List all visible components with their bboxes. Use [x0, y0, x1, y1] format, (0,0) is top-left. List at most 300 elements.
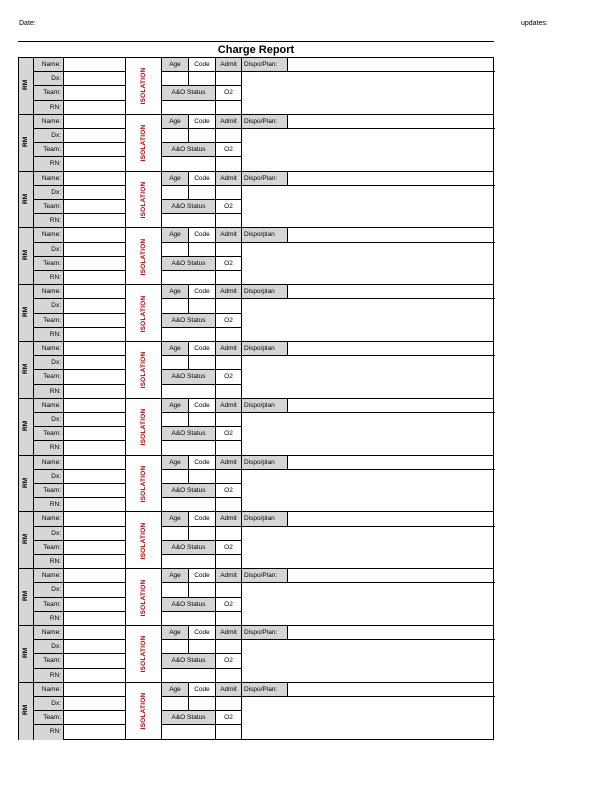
- dispo-plan-field[interactable]: [288, 172, 495, 186]
- rn-label: RN:: [34, 214, 64, 228]
- age-label: Age: [162, 285, 189, 299]
- admit-field[interactable]: [216, 413, 242, 427]
- o2-label: O2: [216, 257, 242, 271]
- rm-column: [19, 512, 34, 569]
- ao-status-field[interactable]: [162, 669, 216, 683]
- dispo-plan-label: Dispo/plan: [242, 228, 288, 242]
- admit-label: Admit: [216, 456, 242, 470]
- isolation-label: ISOLATION: [139, 181, 147, 219]
- patient-block: [18, 568, 494, 626]
- code-field[interactable]: [189, 640, 216, 654]
- age-label: Age: [162, 342, 189, 356]
- patient-block: [18, 455, 494, 513]
- o2-label: O2: [216, 314, 242, 328]
- plan-notes-area[interactable]: [242, 243, 495, 286]
- dispo-plan-field[interactable]: [288, 399, 495, 413]
- admit-field[interactable]: [216, 243, 242, 257]
- o2-label: O2: [216, 711, 242, 725]
- dispo-plan-field[interactable]: [288, 342, 495, 356]
- rn-field[interactable]: [64, 101, 126, 115]
- isolation-label: ISOLATION: [139, 692, 147, 730]
- age-field[interactable]: [162, 527, 189, 541]
- team-field[interactable]: [64, 541, 126, 555]
- o2-label: O2: [216, 370, 242, 384]
- code-label: Code: [189, 285, 216, 299]
- isolation-label: ISOLATION: [139, 68, 147, 105]
- isolation-column[interactable]: [126, 285, 162, 342]
- team-field[interactable]: [64, 86, 126, 100]
- rn-label: RN:: [34, 271, 64, 285]
- name-field[interactable]: [64, 456, 126, 470]
- age-field[interactable]: [162, 72, 189, 86]
- admit-label: Admit: [216, 626, 242, 640]
- team-field[interactable]: [64, 484, 126, 498]
- team-label: Team:: [34, 541, 64, 555]
- ao-status-label: A&O Status: [162, 484, 216, 498]
- name-label: Name:: [34, 342, 64, 356]
- o2-field[interactable]: [216, 157, 242, 171]
- patient-block: [18, 682, 494, 740]
- ao-status-field[interactable]: [162, 214, 216, 228]
- dispo-plan-field[interactable]: [288, 569, 495, 583]
- ao-status-label: A&O Status: [162, 200, 216, 214]
- admit-label: Admit: [216, 172, 242, 186]
- ao-status-label: A&O Status: [162, 143, 216, 157]
- o2-label: O2: [216, 654, 242, 668]
- name-field[interactable]: [64, 172, 126, 186]
- age-field[interactable]: [162, 243, 189, 257]
- age-label: Age: [162, 115, 189, 129]
- dispo-plan-field[interactable]: [288, 58, 495, 72]
- admit-field[interactable]: [216, 186, 242, 200]
- isolation-column[interactable]: [126, 626, 162, 683]
- dx-field[interactable]: [64, 527, 126, 541]
- rn-field[interactable]: [64, 725, 126, 739]
- isolation-column[interactable]: [126, 512, 162, 569]
- o2-label: O2: [216, 484, 242, 498]
- team-field[interactable]: [64, 257, 126, 271]
- o2-field[interactable]: [216, 669, 242, 683]
- admit-field[interactable]: [216, 583, 242, 597]
- isolation-label: ISOLATION: [139, 522, 147, 560]
- age-field[interactable]: [162, 583, 189, 597]
- rm-label: RM: [22, 250, 30, 261]
- rm-label: RM: [22, 307, 30, 318]
- dispo-plan-label: Dispo/Plan:: [242, 626, 288, 640]
- isolation-column[interactable]: [126, 399, 162, 456]
- dx-label: Dx:: [34, 243, 64, 257]
- dx-field[interactable]: [64, 243, 126, 257]
- rm-label: RM: [22, 79, 30, 90]
- isolation-label: ISOLATION: [139, 579, 147, 616]
- dx-field[interactable]: [64, 470, 126, 484]
- dx-field[interactable]: [64, 640, 126, 654]
- rm-label: RM: [22, 363, 30, 374]
- team-label: Team:: [34, 711, 64, 725]
- rm-column: [19, 399, 34, 456]
- name-field[interactable]: [64, 399, 126, 413]
- admit-field[interactable]: [216, 299, 242, 313]
- age-field[interactable]: [162, 470, 189, 484]
- patient-block: [18, 171, 494, 229]
- o2-label: O2: [216, 200, 242, 214]
- o2-field[interactable]: [216, 328, 242, 342]
- ao-status-label: A&O Status: [162, 370, 216, 384]
- patient-block: [18, 57, 494, 115]
- isolation-column[interactable]: [126, 115, 162, 172]
- dispo-plan-label: Dispo/Plan:: [242, 58, 288, 72]
- rm-column: [19, 228, 34, 285]
- code-field[interactable]: [189, 72, 216, 86]
- plan-notes-area[interactable]: [242, 356, 495, 399]
- dispo-plan-field[interactable]: [288, 456, 495, 470]
- rm-column: [19, 285, 34, 342]
- dispo-plan-label: Dispo/Plan:: [242, 172, 288, 186]
- code-label: Code: [189, 569, 216, 583]
- code-field[interactable]: [189, 527, 216, 541]
- plan-notes-area[interactable]: [242, 129, 495, 172]
- plan-notes-area[interactable]: [242, 697, 495, 740]
- o2-field[interactable]: [216, 725, 242, 739]
- ao-status-field[interactable]: [162, 385, 216, 399]
- updates-label: updates:: [521, 20, 548, 27]
- name-label: Name:: [34, 456, 64, 470]
- ao-status-label: A&O Status: [162, 427, 216, 441]
- plan-notes-area[interactable]: [242, 640, 495, 683]
- team-field[interactable]: [64, 370, 126, 384]
- code-label: Code: [189, 512, 216, 526]
- rm-label: RM: [22, 704, 30, 715]
- isolation-column[interactable]: [126, 569, 162, 626]
- date-label: Date:: [19, 20, 36, 27]
- rn-field[interactable]: [64, 441, 126, 455]
- admit-label: Admit: [216, 58, 242, 72]
- rn-label: RN:: [34, 555, 64, 569]
- team-label: Team:: [34, 143, 64, 157]
- dx-label: Dx:: [34, 583, 64, 597]
- dx-field[interactable]: [64, 72, 126, 86]
- team-field[interactable]: [64, 427, 126, 441]
- rm-column: [19, 683, 34, 740]
- dispo-plan-field[interactable]: [288, 626, 495, 640]
- rn-field[interactable]: [64, 669, 126, 683]
- ao-status-label: A&O Status: [162, 86, 216, 100]
- plan-notes-area[interactable]: [242, 470, 495, 513]
- rn-label: RN:: [34, 498, 64, 512]
- age-label: Age: [162, 683, 189, 697]
- admit-label: Admit: [216, 342, 242, 356]
- rn-label: RN:: [34, 328, 64, 342]
- o2-label: O2: [216, 541, 242, 555]
- o2-field[interactable]: [216, 385, 242, 399]
- age-label: Age: [162, 399, 189, 413]
- rn-field[interactable]: [64, 328, 126, 342]
- age-field[interactable]: [162, 697, 189, 711]
- dx-field[interactable]: [64, 186, 126, 200]
- code-field[interactable]: [189, 243, 216, 257]
- admit-label: Admit: [216, 569, 242, 583]
- dispo-plan-label: Dispo/plan: [242, 512, 288, 526]
- isolation-column[interactable]: [126, 683, 162, 740]
- patient-block: [18, 398, 494, 456]
- patient-block: [18, 625, 494, 683]
- dx-field[interactable]: [64, 299, 126, 313]
- admit-field[interactable]: [216, 527, 242, 541]
- age-label: Age: [162, 512, 189, 526]
- name-field[interactable]: [64, 342, 126, 356]
- code-field[interactable]: [189, 413, 216, 427]
- isolation-label: ISOLATION: [139, 124, 147, 162]
- o2-field[interactable]: [216, 271, 242, 285]
- team-field[interactable]: [64, 711, 126, 725]
- rn-label: RN:: [34, 157, 64, 171]
- name-field[interactable]: [64, 58, 126, 72]
- dx-field[interactable]: [64, 583, 126, 597]
- patient-block: [18, 341, 494, 399]
- rn-label: RN:: [34, 385, 64, 399]
- rm-column: [19, 626, 34, 683]
- team-field[interactable]: [64, 200, 126, 214]
- team-label: Team:: [34, 370, 64, 384]
- name-label: Name:: [34, 683, 64, 697]
- dispo-plan-label: Dispo/plan: [242, 342, 288, 356]
- dx-label: Dx:: [34, 697, 64, 711]
- plan-notes-area[interactable]: [242, 186, 495, 229]
- name-label: Name:: [34, 399, 64, 413]
- o2-field[interactable]: [216, 101, 242, 115]
- rm-column: [19, 115, 34, 172]
- code-label: Code: [189, 58, 216, 72]
- rn-field[interactable]: [64, 271, 126, 285]
- code-label: Code: [189, 172, 216, 186]
- dispo-plan-field[interactable]: [288, 228, 495, 242]
- dispo-plan-label: Dispo/plan: [242, 285, 288, 299]
- code-label: Code: [189, 456, 216, 470]
- team-field[interactable]: [64, 598, 126, 612]
- rn-label: RN:: [34, 101, 64, 115]
- dispo-plan-field[interactable]: [288, 115, 495, 129]
- team-label: Team:: [34, 314, 64, 328]
- rn-field[interactable]: [64, 157, 126, 171]
- isolation-label: ISOLATION: [139, 465, 147, 503]
- plan-notes-area[interactable]: [242, 72, 495, 115]
- code-field[interactable]: [189, 697, 216, 711]
- plan-notes-area[interactable]: [242, 527, 495, 570]
- code-field[interactable]: [189, 186, 216, 200]
- ao-status-field[interactable]: [162, 555, 216, 569]
- age-label: Age: [162, 228, 189, 242]
- dx-field[interactable]: [64, 697, 126, 711]
- page-title: Charge Report: [217, 44, 295, 56]
- dx-label: Dx:: [34, 299, 64, 313]
- age-label: Age: [162, 172, 189, 186]
- rm-label: RM: [22, 534, 30, 545]
- age-field[interactable]: [162, 129, 189, 143]
- plan-notes-area[interactable]: [242, 413, 495, 456]
- ao-status-field[interactable]: [162, 612, 216, 626]
- name-field[interactable]: [64, 683, 126, 697]
- code-field[interactable]: [189, 470, 216, 484]
- patient-block: [18, 227, 494, 285]
- name-label: Name:: [34, 172, 64, 186]
- age-field[interactable]: [162, 186, 189, 200]
- rn-label: RN:: [34, 669, 64, 683]
- o2-label: O2: [216, 143, 242, 157]
- dispo-plan-label: Dispo/Plan:: [242, 115, 288, 129]
- dispo-plan-label: Dispo/Plan:: [242, 569, 288, 583]
- ao-status-label: A&O Status: [162, 711, 216, 725]
- ao-status-field[interactable]: [162, 157, 216, 171]
- team-label: Team:: [34, 86, 64, 100]
- age-label: Age: [162, 456, 189, 470]
- rm-column: [19, 172, 34, 229]
- team-label: Team:: [34, 200, 64, 214]
- o2-label: O2: [216, 598, 242, 612]
- rn-field[interactable]: [64, 612, 126, 626]
- admit-label: Admit: [216, 683, 242, 697]
- dispo-plan-label: Dispo/Plan:: [242, 683, 288, 697]
- team-label: Team:: [34, 427, 64, 441]
- rm-label: RM: [22, 477, 30, 488]
- code-label: Code: [189, 115, 216, 129]
- team-field[interactable]: [64, 143, 126, 157]
- code-label: Code: [189, 399, 216, 413]
- patient-block: [18, 511, 494, 569]
- code-field[interactable]: [189, 583, 216, 597]
- name-label: Name:: [34, 285, 64, 299]
- dx-label: Dx:: [34, 129, 64, 143]
- team-label: Team:: [34, 257, 64, 271]
- admit-label: Admit: [216, 285, 242, 299]
- admit-label: Admit: [216, 512, 242, 526]
- admit-field[interactable]: [216, 72, 242, 86]
- name-label: Name:: [34, 512, 64, 526]
- ao-status-field[interactable]: [162, 271, 216, 285]
- dx-label: Dx:: [34, 72, 64, 86]
- ao-status-label: A&O Status: [162, 314, 216, 328]
- name-field[interactable]: [64, 626, 126, 640]
- team-field[interactable]: [64, 314, 126, 328]
- code-label: Code: [189, 228, 216, 242]
- o2-field[interactable]: [216, 612, 242, 626]
- plan-notes-area[interactable]: [242, 299, 495, 342]
- dispo-plan-field[interactable]: [288, 512, 495, 526]
- o2-field[interactable]: [216, 214, 242, 228]
- ao-status-field[interactable]: [162, 498, 216, 512]
- o2-label: O2: [216, 427, 242, 441]
- rm-column: [19, 58, 34, 115]
- team-field[interactable]: [64, 654, 126, 668]
- dispo-plan-field[interactable]: [288, 285, 495, 299]
- admit-label: Admit: [216, 399, 242, 413]
- admit-field[interactable]: [216, 640, 242, 654]
- ao-status-field[interactable]: [162, 441, 216, 455]
- name-field[interactable]: [64, 285, 126, 299]
- rn-field[interactable]: [64, 498, 126, 512]
- name-field[interactable]: [64, 569, 126, 583]
- age-field[interactable]: [162, 640, 189, 654]
- ao-status-field[interactable]: [162, 101, 216, 115]
- isolation-label: ISOLATION: [139, 238, 147, 276]
- isolation-label: ISOLATION: [139, 408, 147, 446]
- age-label: Age: [162, 626, 189, 640]
- rn-label: RN:: [34, 441, 64, 455]
- isolation-column[interactable]: [126, 228, 162, 285]
- code-field[interactable]: [189, 129, 216, 143]
- dx-label: Dx:: [34, 527, 64, 541]
- name-label: Name:: [34, 228, 64, 242]
- isolation-column[interactable]: [126, 172, 162, 229]
- admit-field[interactable]: [216, 470, 242, 484]
- name-field[interactable]: [64, 228, 126, 242]
- dx-label: Dx:: [34, 186, 64, 200]
- name-label: Name:: [34, 626, 64, 640]
- isolation-column[interactable]: [126, 342, 162, 399]
- rm-label: RM: [22, 591, 30, 602]
- ao-status-field[interactable]: [162, 725, 216, 739]
- name-label: Name:: [34, 115, 64, 129]
- name-field[interactable]: [64, 115, 126, 129]
- admit-field[interactable]: [216, 697, 242, 711]
- isolation-column[interactable]: [126, 58, 162, 115]
- age-field[interactable]: [162, 356, 189, 370]
- rm-label: RM: [22, 647, 30, 658]
- o2-field[interactable]: [216, 555, 242, 569]
- code-field[interactable]: [189, 356, 216, 370]
- ao-status-label: A&O Status: [162, 654, 216, 668]
- dx-field[interactable]: [64, 356, 126, 370]
- ao-status-label: A&O Status: [162, 541, 216, 555]
- dx-field[interactable]: [64, 129, 126, 143]
- team-label: Team:: [34, 654, 64, 668]
- admit-field[interactable]: [216, 129, 242, 143]
- rm-column: [19, 456, 34, 513]
- team-label: Team:: [34, 598, 64, 612]
- code-label: Code: [189, 342, 216, 356]
- dx-label: Dx:: [34, 470, 64, 484]
- code-field[interactable]: [189, 299, 216, 313]
- ao-status-field[interactable]: [162, 328, 216, 342]
- rn-field[interactable]: [64, 214, 126, 228]
- ao-status-label: A&O Status: [162, 598, 216, 612]
- dispo-plan-field[interactable]: [288, 683, 495, 697]
- o2-field[interactable]: [216, 498, 242, 512]
- name-field[interactable]: [64, 512, 126, 526]
- name-label: Name:: [34, 58, 64, 72]
- dx-label: Dx:: [34, 356, 64, 370]
- age-label: Age: [162, 58, 189, 72]
- rn-field[interactable]: [64, 385, 126, 399]
- age-field[interactable]: [162, 299, 189, 313]
- admit-field[interactable]: [216, 356, 242, 370]
- isolation-label: ISOLATION: [139, 352, 147, 389]
- plan-notes-area[interactable]: [242, 583, 495, 626]
- age-field[interactable]: [162, 413, 189, 427]
- isolation-column[interactable]: [126, 456, 162, 513]
- patient-block: [18, 114, 494, 172]
- admit-label: Admit: [216, 228, 242, 242]
- rm-column: [19, 569, 34, 626]
- rm-label: RM: [22, 193, 30, 204]
- dx-field[interactable]: [64, 413, 126, 427]
- top-rule: [18, 41, 494, 42]
- rn-field[interactable]: [64, 555, 126, 569]
- o2-label: O2: [216, 86, 242, 100]
- dx-label: Dx:: [34, 413, 64, 427]
- rm-column: [19, 342, 34, 399]
- o2-field[interactable]: [216, 441, 242, 455]
- isolation-label: ISOLATION: [139, 295, 147, 332]
